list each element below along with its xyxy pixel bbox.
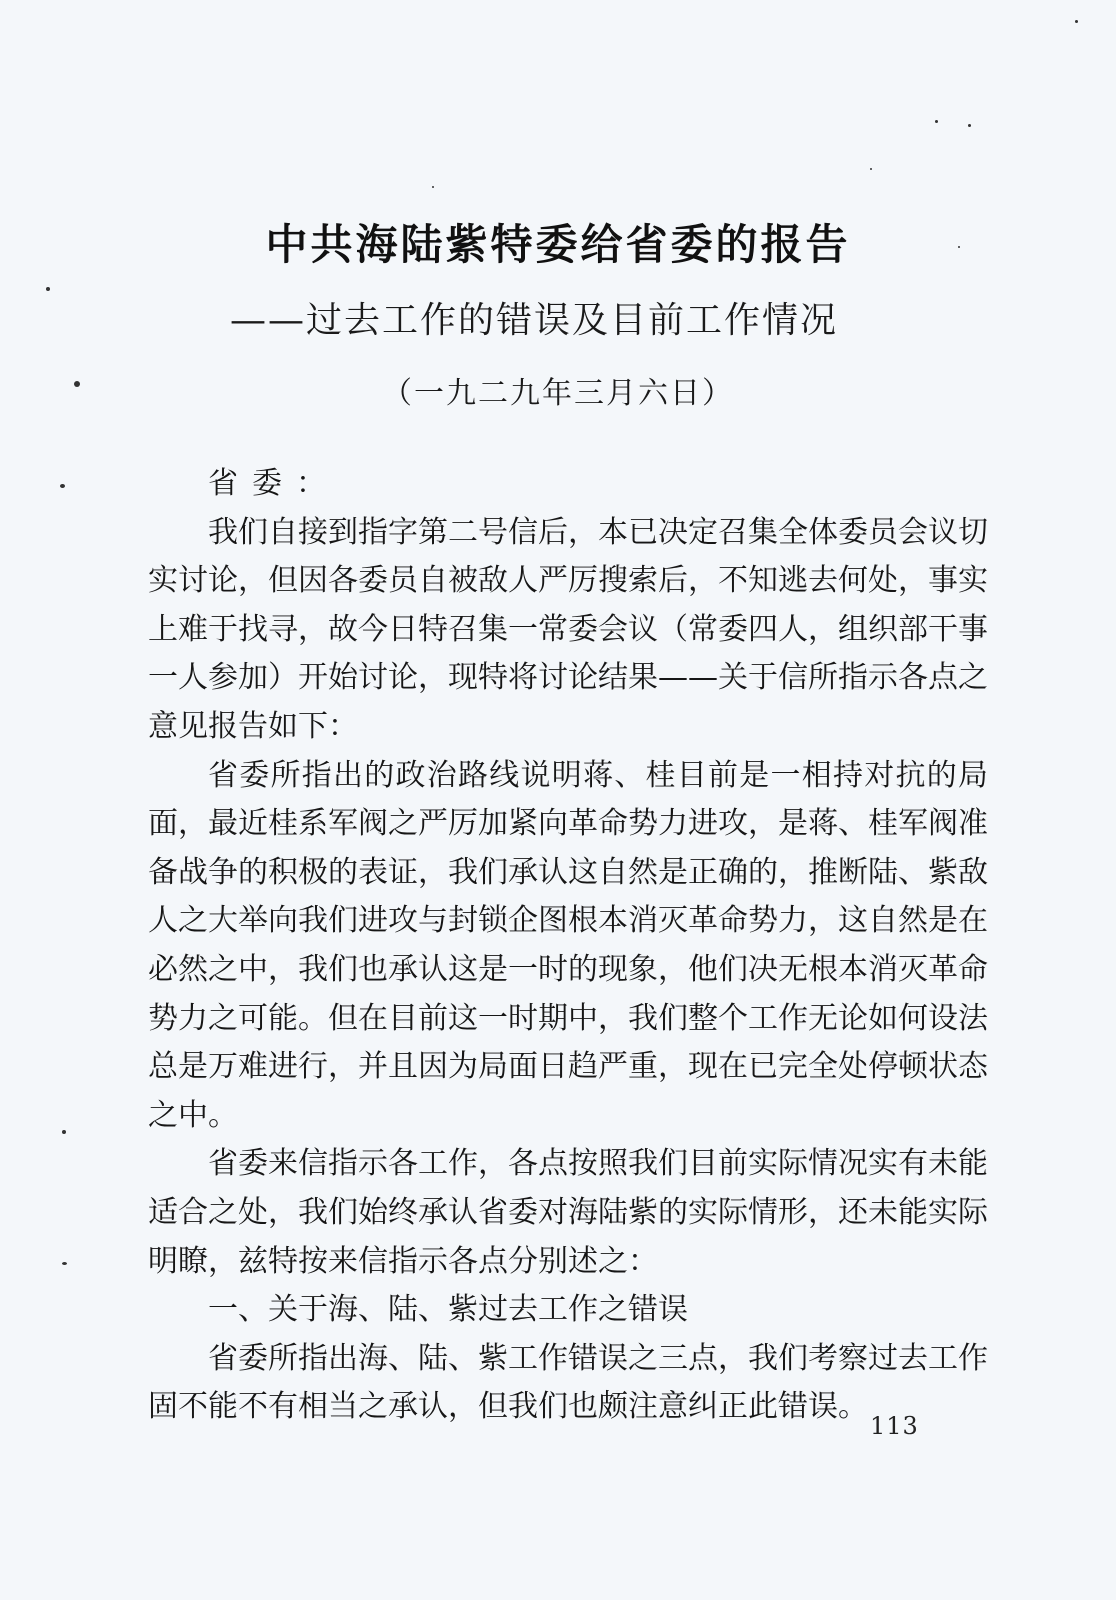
report-title: 中共海陆紫特委给省委的报告 bbox=[265, 220, 851, 269]
scan-speck bbox=[958, 246, 960, 248]
scan-speck bbox=[74, 381, 80, 387]
paragraph-4: 省委所指出海、陆、紫工作错误之三点，我们考察过去工作固不能不有相当之承认，但我们也颇注意纠正此错误。 bbox=[148, 1340, 988, 1425]
report-date: （一九二九年三月六日） bbox=[382, 376, 734, 411]
scan-speck bbox=[1075, 20, 1078, 23]
scan-speck bbox=[935, 120, 938, 123]
scan-speck bbox=[968, 124, 971, 127]
scan-speck bbox=[870, 168, 872, 170]
scan-speck bbox=[432, 186, 434, 188]
report-subtitle: ——过去工作的错误及目前工作情况 bbox=[230, 300, 839, 341]
scan-speck bbox=[46, 287, 50, 291]
paragraph-2: 省委所指出的政治路线说明蒋、桂目前是一相持对抗的局面，最近桂系军阀之严厉加紧向革命势力进攻，是蒋、桂军阀准备战争的积极的表证，我们承认这自然是正确的，推断陆、紫敌人之大举向我们进攻与封锁企图根本消灭革命势力，这自然是在必然之中，我们也承认这是一时的现象，他们决无根本消灭革命势力之可能。但在目前这一时期中，我们整个工作无论如何设法总是万难进行，并且因为局面日趋严重，现在已完全处停顿状态之中。 bbox=[148, 757, 988, 1133]
report-body bbox=[148, 460, 988, 1432]
section-heading: 一、关于海、陆、紫过去工作之错误 bbox=[208, 1292, 688, 1328]
salutation: 省委： bbox=[208, 466, 340, 501]
paragraph-1: 我们自接到指字第二号信后，本已决定召集全体委员会议切实讨论，但因各委员自被敌人严厉搜索后，不知逃去何处，事实上难于找寻，故今日特召集一常委会议（常委四人，组织部干事一人参加）开始讨论，现特将讨论结果——关于信所指示各点之意见报告如下： bbox=[148, 514, 988, 744]
page-number: 113 bbox=[870, 1412, 919, 1440]
scan-speck bbox=[62, 1262, 67, 1265]
scan-speck bbox=[62, 1130, 66, 1134]
scan-speck bbox=[60, 484, 65, 488]
paragraph-3: 省委来信指示各工作，各点按照我们目前实际情况实有未能适合之处，我们始终承认省委对海陆紫的实际情形，还未能实际明瞭，兹特按来信指示各点分别述之： bbox=[148, 1146, 988, 1279]
